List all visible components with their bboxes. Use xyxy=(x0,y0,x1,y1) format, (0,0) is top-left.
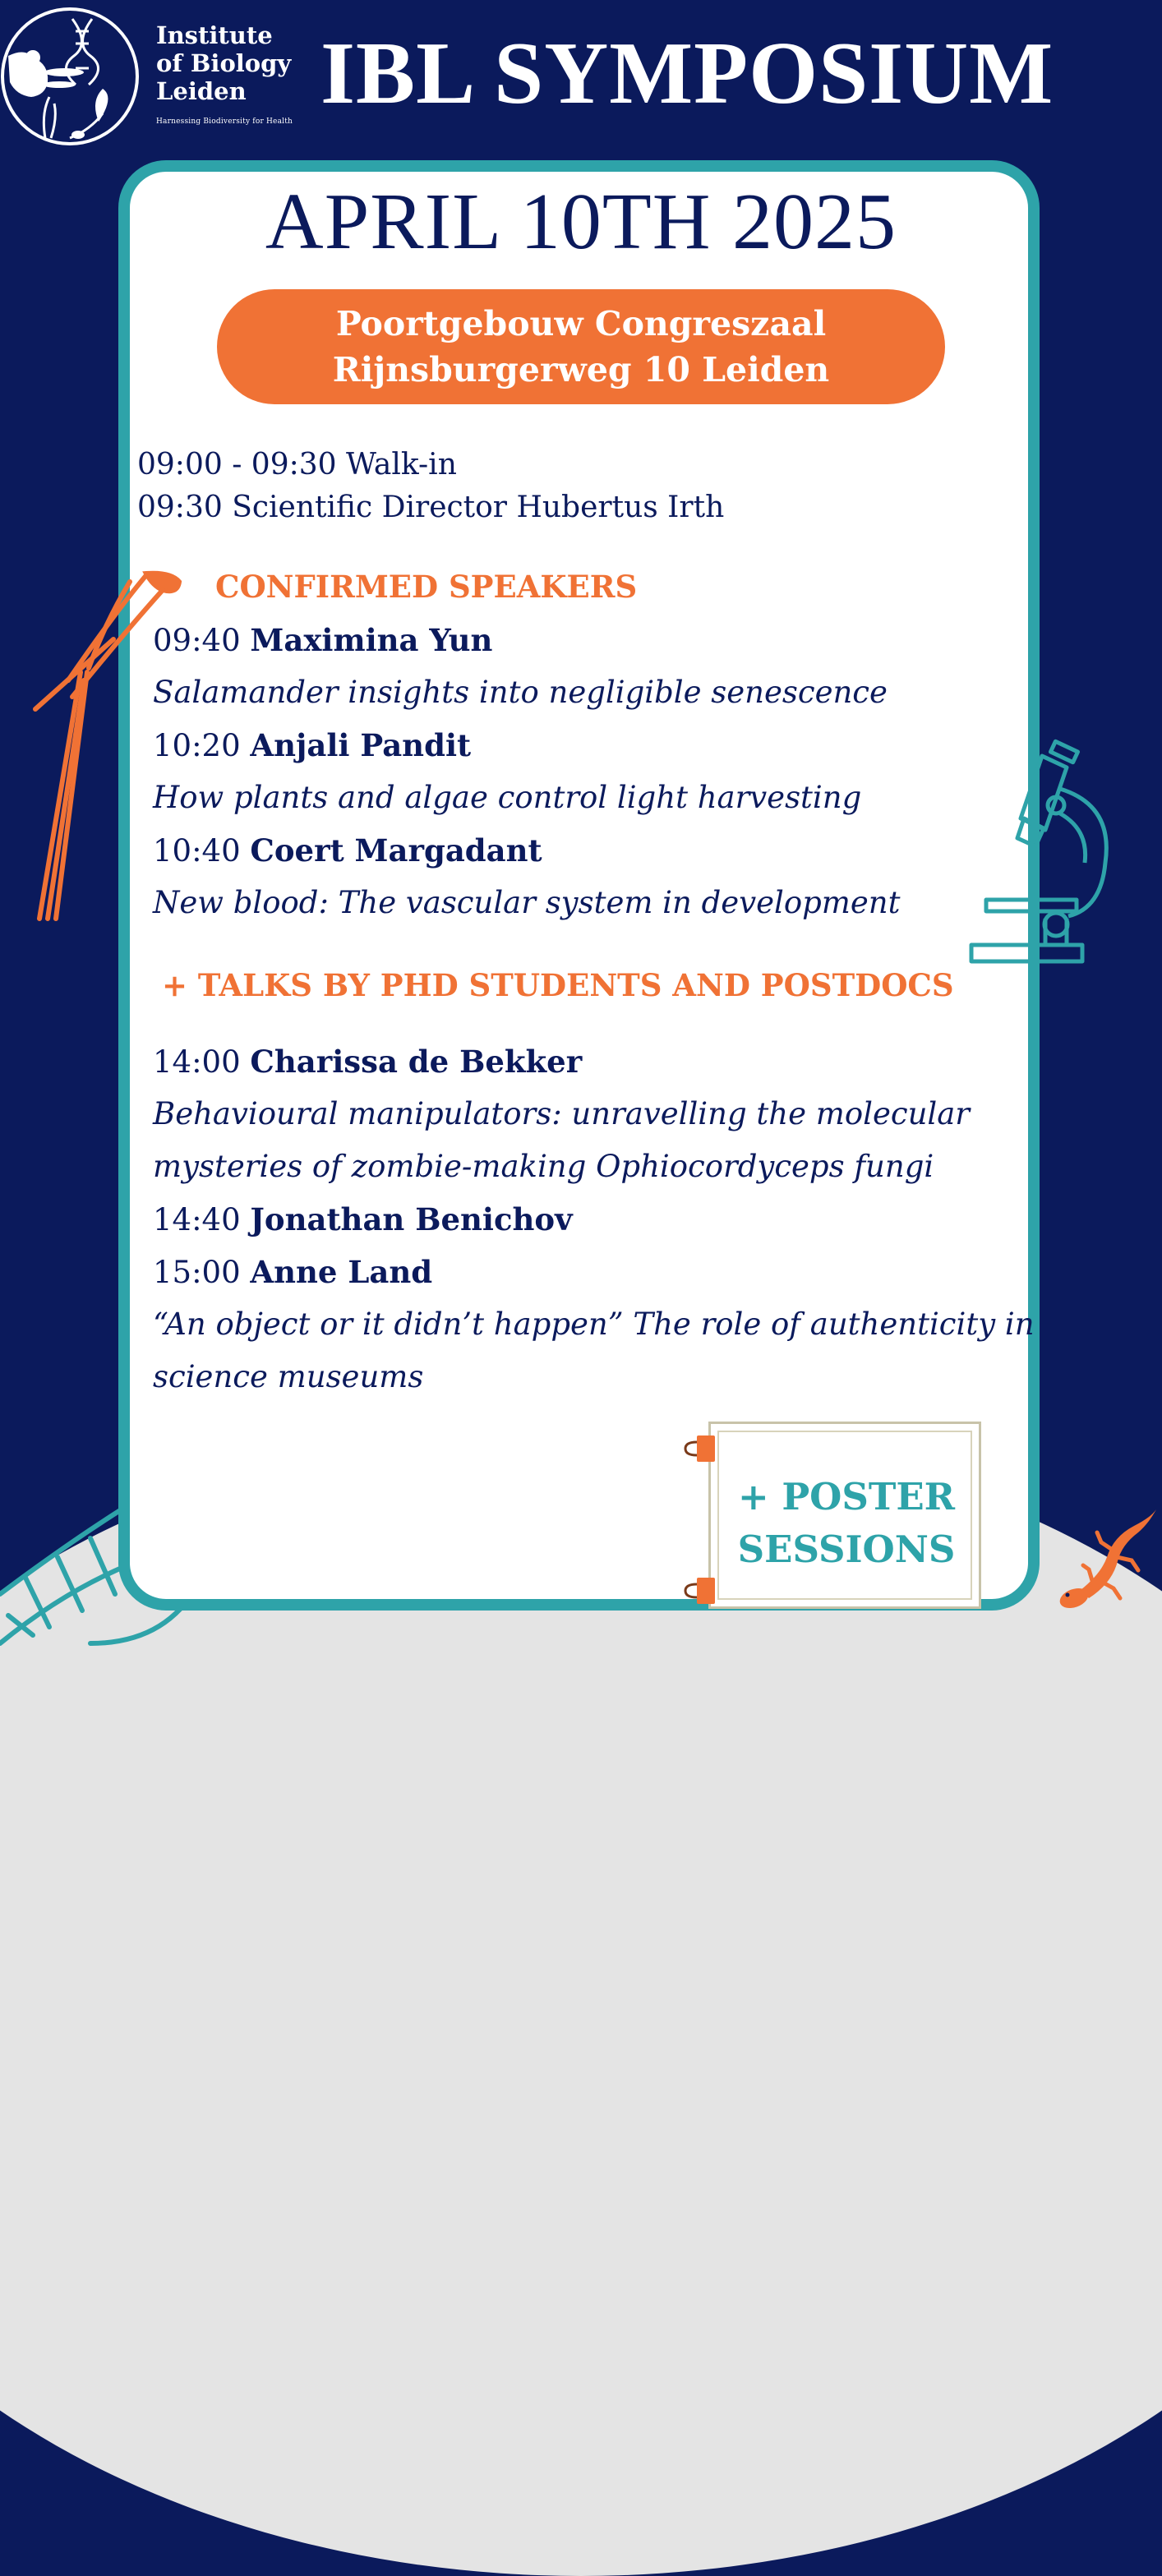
binder-clip-icon xyxy=(682,1434,715,1463)
talk-time: 14:00 xyxy=(153,1044,241,1080)
venue-badge xyxy=(217,289,945,404)
institute-name-line-2: of Biology xyxy=(156,49,292,77)
institute-name xyxy=(156,21,291,105)
venue-address: Rijnsburgerweg 10 Leiden xyxy=(332,350,830,389)
talk-row-2 xyxy=(153,724,471,767)
talk-row-6 xyxy=(153,1251,432,1294)
speaker-name: Jonathan Benichov xyxy=(250,1201,573,1237)
speaker-name: Anne Land xyxy=(250,1254,433,1290)
speaker-name: Maximina Yun xyxy=(250,622,493,658)
talk-title: Behavioural manipulators: unravelling the molecular xyxy=(153,1096,970,1131)
poster-sessions-text xyxy=(723,1471,970,1576)
talk-title-cont: science museums xyxy=(153,1359,424,1394)
talk-title: “An object or it didn’t happen” The role of authenticity in xyxy=(153,1306,1035,1342)
talk-row-4 xyxy=(153,1040,582,1084)
microscope-icon xyxy=(970,740,1118,970)
talk-title: How plants and algae control light harvesting xyxy=(153,780,862,815)
talk-time: 10:20 xyxy=(153,728,241,763)
binder-clip-icon xyxy=(682,1576,715,1606)
talk-title: New blood: The vascular system in development xyxy=(153,885,901,920)
talk-title: Salamander insights into negligible senescence xyxy=(153,675,888,710)
talk-row-3 xyxy=(153,829,542,873)
institute-name-line-3: Leiden xyxy=(156,77,247,105)
poster-line-2: SESSIONS xyxy=(737,1528,956,1571)
confirmed-speakers-heading: CONFIRMED SPEAKERS xyxy=(215,569,638,605)
poster-line-1: + POSTER xyxy=(737,1475,956,1518)
venue-name: Poortgebouw Congreszaal xyxy=(335,304,827,343)
talk-time: 10:40 xyxy=(153,833,241,869)
speaker-name: Coert Margadant xyxy=(250,832,542,869)
page-title: IBL SYMPOSIUM xyxy=(320,25,1054,122)
talk-time: 14:40 xyxy=(153,1202,241,1237)
talk-row-5 xyxy=(153,1198,573,1242)
talk-title-cont: mysteries of zombie-making Ophiocordyceps fungi xyxy=(153,1149,934,1184)
schedule-item-director: 09:30 Scientific Director Hubertus Irth xyxy=(137,491,725,524)
event-date: APRIL 10TH 2025 xyxy=(265,177,897,266)
schedule-item-walk-in: 09:00 - 09:30 Walk-in xyxy=(137,448,457,482)
speaker-name: Charissa de Bekker xyxy=(250,1044,583,1080)
talk-time: 15:00 xyxy=(153,1255,241,1290)
salamander-icon xyxy=(1056,1508,1159,1615)
talk-row-1 xyxy=(153,619,492,662)
institute-name-line-1: Institute xyxy=(156,21,273,49)
speaker-name: Anjali Pandit xyxy=(250,727,472,763)
institute-tagline: Harnessing Biodiversity for Health xyxy=(156,118,293,126)
logo-emblem-icon xyxy=(0,7,140,146)
talk-time: 09:40 xyxy=(153,623,241,658)
phd-talks-heading: + TALKS BY PHD STUDENTS AND POSTDOCS xyxy=(162,967,954,1003)
